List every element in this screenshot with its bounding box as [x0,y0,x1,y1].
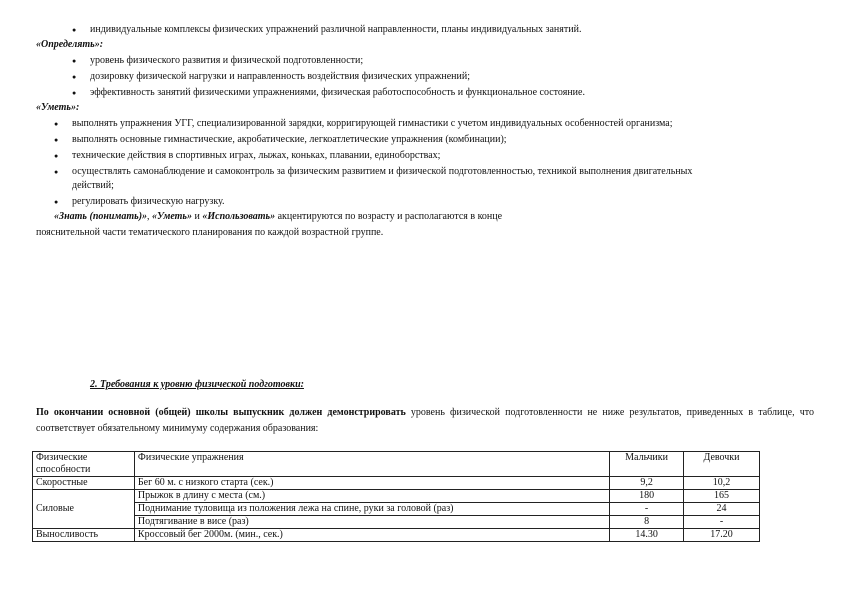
summary-can: «Уметь» [152,211,192,222]
section-2-heading: 2. Требования к уровню физической подготовки: [90,379,304,390]
cell-exercise: Подтягивание в висе (раз) [134,516,609,529]
summary-rest: акцентируются по возрасту и располагаются в конце [275,211,503,222]
cell-girls: 24 [684,503,760,516]
table-row [33,529,760,542]
cell-exercise: Бег 60 м. с низкого старта (сек.) [134,477,609,490]
cell-girls: 165 [684,490,760,503]
header-boys: Мальчики [610,452,684,477]
cell-girls: 17.20 [684,529,760,542]
bullet-icon: ● [54,136,59,144]
list-item: выполнять упражнения УГГ, специализированной зарядки, корригирующей гимнастики с учетом индивидуальных особенностей организма; [72,118,673,129]
header-girls: Девочки [684,452,760,477]
list-item: индивидуальные комплексы физических упражнений различной направленности, планы индивидуальных занятий. [90,24,582,35]
bullet-icon: ● [54,120,59,128]
list-item: выполнять основные гимнастические, акробатические, легкоатлетические упражнения (комбинации); [72,134,507,145]
cell-ability: Выносливость [33,529,135,542]
section-heading-can: «Уметь»: [36,102,80,113]
cell-girls: 10,2 [684,477,760,490]
requirements-table [32,451,760,542]
bullet-icon: ● [72,89,77,97]
table-row [33,503,760,516]
cell-boys: 14.30 [610,529,684,542]
section-2-intro [36,405,814,437]
cell-boys: 8 [610,516,684,529]
cell-boys: 180 [610,490,684,503]
cell-exercise: Прыжок в длину с места (см.) [134,490,609,503]
list-item: эффективность занятий физическими упражнениями, физическая работоспособность и функциональное состояние. [90,87,585,98]
list-item: технические действия в спортивных играх, лыжах, коньках, плавании, единоборствах; [72,150,441,161]
header-exercise: Физические упражнения [134,452,609,477]
table-header-row [33,452,760,477]
bullet-icon: ● [72,57,77,65]
table-row [33,477,760,490]
intro-bold: По окончании основной (общей) школы выпускник должен демонстрировать [36,407,406,418]
list-item: осуществлять самонаблюдение и самоконтроль за физическим развитием и физической подготовленностью, техникой выполнения двигательных [72,166,693,177]
bullet-icon: ● [54,168,59,176]
list-item-continuation: действий; [72,180,114,191]
cell-boys: 9,2 [610,477,684,490]
summary-line-2: пояснительной части тематического планирования по каждой возрастной группе. [36,227,384,238]
header-ability: Физические способности [33,452,135,477]
bullet-icon: ● [72,26,77,34]
summary-line [54,211,502,223]
section-heading-determine: «Определять»: [36,39,104,50]
summary-sep2: и [192,211,203,222]
cell-boys: - [610,503,684,516]
bullet-icon: ● [54,152,59,160]
intro-rest: уровень физической подготовленности не ниже результатов, приведенных в таблице, что соответствует обязательному минимуму содержания образования: [36,407,814,434]
cell-girls: - [684,516,760,529]
cell-ability: Скоростные [33,477,135,490]
summary-use: «Использовать» [202,211,276,222]
summary-sep1: , [147,211,153,222]
cell-ability-strength: Силовые [33,490,135,529]
bullet-icon: ● [54,198,59,206]
cell-exercise: Поднимание туловища из положения лежа на спине, руки за головой (раз) [134,503,609,516]
summary-know: «Знать (понимать)» [54,211,148,222]
cell-exercise: Кроссовый бег 2000м. (мин., сек.) [134,529,609,542]
table-row [33,490,760,503]
list-item: регулировать физическую нагрузку. [72,196,225,207]
list-item: уровень физического развития и физической подготовленности; [90,55,364,66]
table-row [33,516,760,529]
bullet-icon: ● [72,73,77,81]
list-item: дозировку физической нагрузки и направленность воздействия физических упражнений; [90,71,470,82]
